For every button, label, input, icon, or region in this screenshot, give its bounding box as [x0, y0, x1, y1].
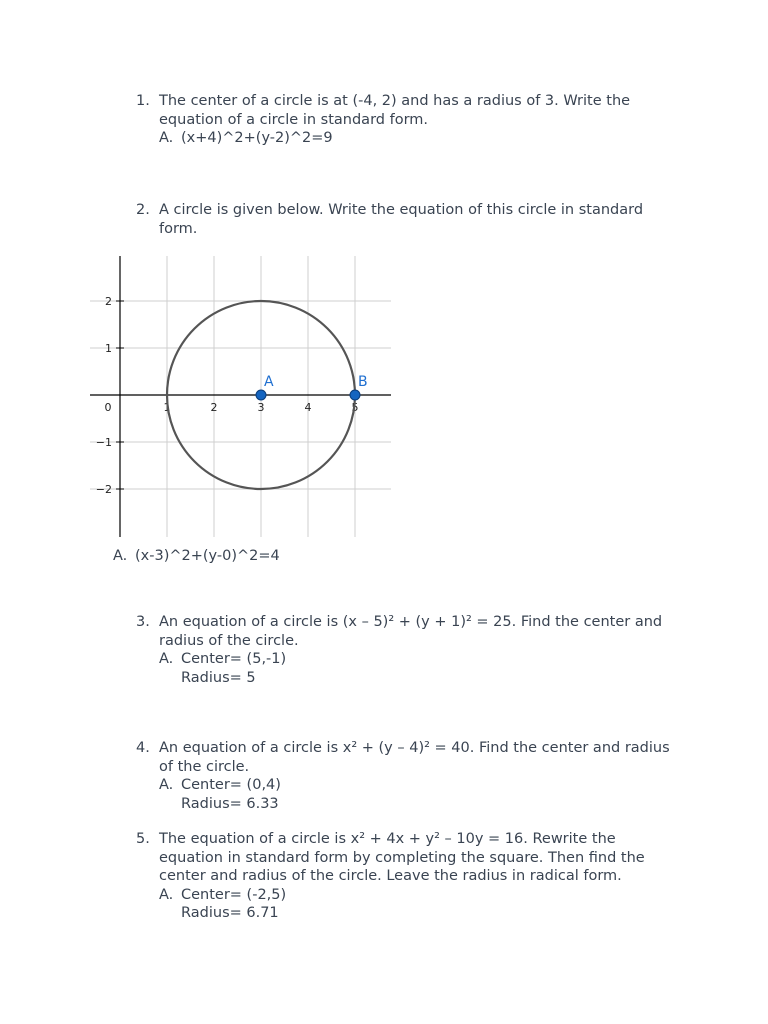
answer-line: Radius= 6.33 [181, 795, 279, 812]
question-number: 1. [136, 93, 150, 109]
question-4 [136, 739, 676, 813]
y-tick-label: 2 [105, 295, 112, 308]
question-text: The center of a circle is at (-4, 2) and has a radius of 3. Write the equation of a circle in standard form. [159, 93, 631, 128]
point-label-b: B [358, 374, 368, 390]
answer-line: Center= (-2,5) [181, 886, 287, 903]
question-number: 5. [136, 831, 150, 847]
x-tick-label: 2 [210, 401, 218, 414]
y-tick-label: 1 [105, 342, 112, 355]
point-a [256, 390, 266, 400]
point-label-a: A [264, 374, 274, 390]
answer-line: Center= (0,4) [181, 777, 281, 793]
answer-line: Center= (5,-1) [181, 651, 287, 667]
question-text: An equation of a circle is (x – 5)² + (y + 1)² = 25. Find the center and radius of the circle. [159, 614, 663, 649]
question-number: 4. [136, 740, 150, 756]
x-tick-label: 4 [304, 401, 312, 414]
question-text: A circle is given below. Write the equation of this circle in standard form. [159, 202, 644, 237]
question-text: The equation of a circle is x² + 4x + y² – 10y = 16. Rewrite the equation in standard form by completing the square. Then find the center and radius of the circle. Leave the radius in radical form. [159, 831, 645, 884]
answer [159, 650, 676, 687]
question-5 [136, 830, 676, 923]
answer-label: A. [159, 651, 174, 667]
answer-label: A. [159, 886, 174, 903]
answer-label: A. [113, 548, 128, 564]
answer [159, 886, 676, 923]
answer-line: (x-3)^2+(y-0)^2=4 [135, 548, 280, 564]
x-tick-label: 0 [104, 401, 112, 414]
y-tick-label: −1 [95, 436, 112, 449]
y-tick-label: −2 [95, 483, 112, 496]
question-3 [136, 613, 676, 687]
x-tick-label: 3 [257, 401, 265, 414]
x-tick-label: 1 [163, 401, 171, 414]
answer-line: Radius= 5 [181, 669, 256, 686]
question-text: An equation of a circle is x² + (y – 4)² = 40. Find the center and radius of the circle. [159, 740, 670, 775]
answer-label: A. [159, 777, 174, 793]
answer [113, 547, 280, 566]
question-number: 2. [136, 202, 150, 218]
answer-label: A. [159, 130, 174, 146]
answer-line: Radius= 6.71 [181, 905, 279, 921]
answer [159, 776, 676, 813]
point-b [350, 390, 360, 400]
question-number: 3. [136, 614, 150, 630]
x-tick-label: 5 [351, 401, 359, 414]
answer-line: (x+4)^2+(y-2)^2=9 [181, 130, 333, 146]
